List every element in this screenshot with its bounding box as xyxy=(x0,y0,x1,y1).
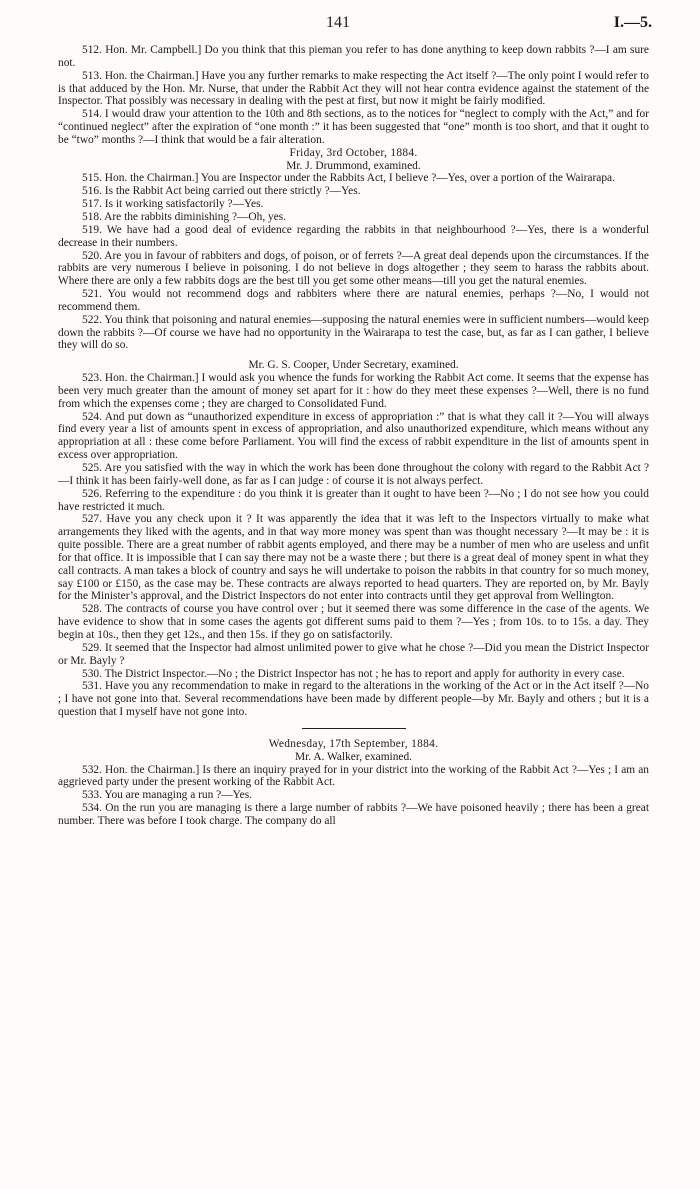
question-answer: 533. You are managing a run ?—Yes. xyxy=(82,789,253,802)
question-answer: 521. You would not recommend dogs and rabbiters where there are natural enemies, perhaps ?—No, I would not recommend them. xyxy=(58,288,649,313)
question-answer: 522. You think that poisoning and natural enemies—supposing the natural enemies were in sufficient numbers—would keep down the rabbits ?—Of course we have had no opportunity in the Wairarapa to test the case, but, as far as I can gather, I believe they will do so. xyxy=(58,313,649,352)
question-answer: 519. We have had a good deal of evidence regarding the rabbits in that neighbourhood ?—Yes, there is a wonderful decrease in their numbers. xyxy=(58,223,649,249)
question-answer: 514. I would draw your attention to the 10th and 8th sections, as to the notices for “neglect to comply with the Act,” and for “continued neglect” after the expiration of “one month :” it has been suggested that “one” month is too short, and that it ought to be “two” months ?—I think that would be a fair alteration. xyxy=(58,108,649,146)
question-answer: 531. Have you any recommendation to make in regard to the alterations in the working of the Act or in the Act itself ?—No ; I have not gone into that. Several recommendations have been made by different people—by Mr. Bayly and others ; but it is a question that I myself have not gone into. xyxy=(58,680,649,719)
question-answer: 513. Hon. the Chairman.] Have you any further remarks to make respecting the Act itself ?—The only point I would refer to is that adduced by the Hon. Mr. Nurse, that under the Rabbit Act they will not hear contra evidence against the statement of the Inspector. That possibly was necessary in dealing with the pest at first, but now it might be fairly modified. xyxy=(58,69,649,108)
question-answer: 516. Is the Rabbit Act being carried out there strictly ?—Yes. xyxy=(82,185,361,198)
question-answer: 529. It seemed that the Inspector had almost unlimited power to give what he chose ?—Did you mean the District Inspector or Mr. Bayly ? xyxy=(58,641,649,667)
question-answer: 526. Referring to the expenditure : do you think it is greater than it ought to have been ?—No ; I do not see how you could have restricted it much. xyxy=(58,487,649,513)
question-answer: 525. Are you satisfied with the way in which the work has been done throughout the colony with regard to the Rabbit Act ?—I think it has been fairly-well done, as far as I can judge : of course it is not always perfect. xyxy=(58,462,649,487)
question-answer: 520. Are you in favour of rabbiters and dogs, of poison, or of ferrets ?—A great deal depends upon the circumstances. If the rabbits are very numerous I believe in poisoning. I do not believe in dogs altogether ; they seem to harass the rabbits about. Where there are only a few rabbits dogs are the best till you get some other means—till you get the natural enemies. xyxy=(58,249,649,288)
document-code: I.—5. xyxy=(613,14,652,31)
question-answer: 512. Hon. Mr. Campbell.] Do you think that this pieman you refer to has done anything to keep down rabbits ?—I am sure not. xyxy=(58,44,649,69)
question-answer: 523. Hon. the Chairman.] I would ask you whence the funds for working the Rabbit Act come. It seems that the expense has been very much greater than the amount of money set apart for it : how do they meet these expenses ?—Well, there is no fund from which the expenses come ; they are charged to Consolidated Fund. xyxy=(58,372,649,410)
question-answer: 530. The District Inspector.—No ; the District Inspector has not ; he has to report and apply for authority in every case. xyxy=(82,667,625,680)
hearing-date: Friday, 3rd October, 1884. xyxy=(289,146,418,159)
question-answer: 515. Hon. the Chairman.] You are Inspector under the Rabbits Act, I believe ?—Yes, over a portion of the Wairarapa. xyxy=(82,172,615,185)
witness-heading: Mr. A. Walker, examined. xyxy=(294,750,413,763)
page-number: 141 xyxy=(326,14,350,31)
question-answer: 534. On the run you are managing is there a large number of rabbits ?—We have poisoned heavily ; there has been a great number. There was before I took charge. The company do all xyxy=(58,802,649,827)
document-body xyxy=(58,44,649,828)
page-header xyxy=(0,10,700,40)
question-answer: 524. And put down as “unauthorized expenditure in excess of appropriation :” that is what they call it ?—You will always find every year a list of amounts spent in excess of appropriation, and also unauthorized expenditure, which means without any appropriation at all : these come before Parliament. You will find the excess of rabbit expenditure in the list of amounts spent in excess over appropriation. xyxy=(58,410,649,462)
witness-heading: Mr. J. Drummond, examined. xyxy=(286,159,421,172)
hearing-date: Wednesday, 17th September, 1884. xyxy=(268,737,439,750)
section-divider xyxy=(302,728,406,729)
question-answer: 527. Have you any check upon it ? It was apparently the idea that it was left to the Inspectors virtually to make what arrangements they liked with the agents, and in that way more money was spent than was thought necessary ?—It may be : it is quite possible. There are a great number of rabbit agents employed, and there may be a number of men who are useless and unfit for that office. It is impossible that I can say there may not be a waste there ; but there is a great deal of money spent in what they call contracts. A man takes a block of country and says he will undertake to poison the rabbits in that country for so much money, say £100 or £150, as the case may be. These contracts are always reported to head quarters. They are reported on, by Mr. Bayly for the Minister’s approval, and the District Inspectors do not enter into contracts until they get approval from Wellington. xyxy=(58,513,649,603)
question-answer: 532. Hon. the Chairman.] Is there an inquiry prayed for in your district into the working of the Rabbit Act ?—Yes ; I am an aggrieved party under the present working of the Rabbit Act. xyxy=(58,763,649,789)
question-answer: 518. Are the rabbits diminishing ?—Oh, yes. xyxy=(82,210,287,223)
question-answer: 528. The contracts of course you have control over ; but it seemed there was some difference in the case of the agents. We have evidence to show that in some cases the agents got different sums paid to them ?—Yes ; from 10s. to to 15s. a day. They begin at 10s., then they get 12s., and then 15s. if they go on satisfactorily. xyxy=(58,603,649,641)
question-answer: 517. Is it working satisfactorily ?—Yes. xyxy=(82,198,264,211)
witness-heading: Mr. G. S. Cooper, Under Secretary, examined. xyxy=(248,359,459,372)
